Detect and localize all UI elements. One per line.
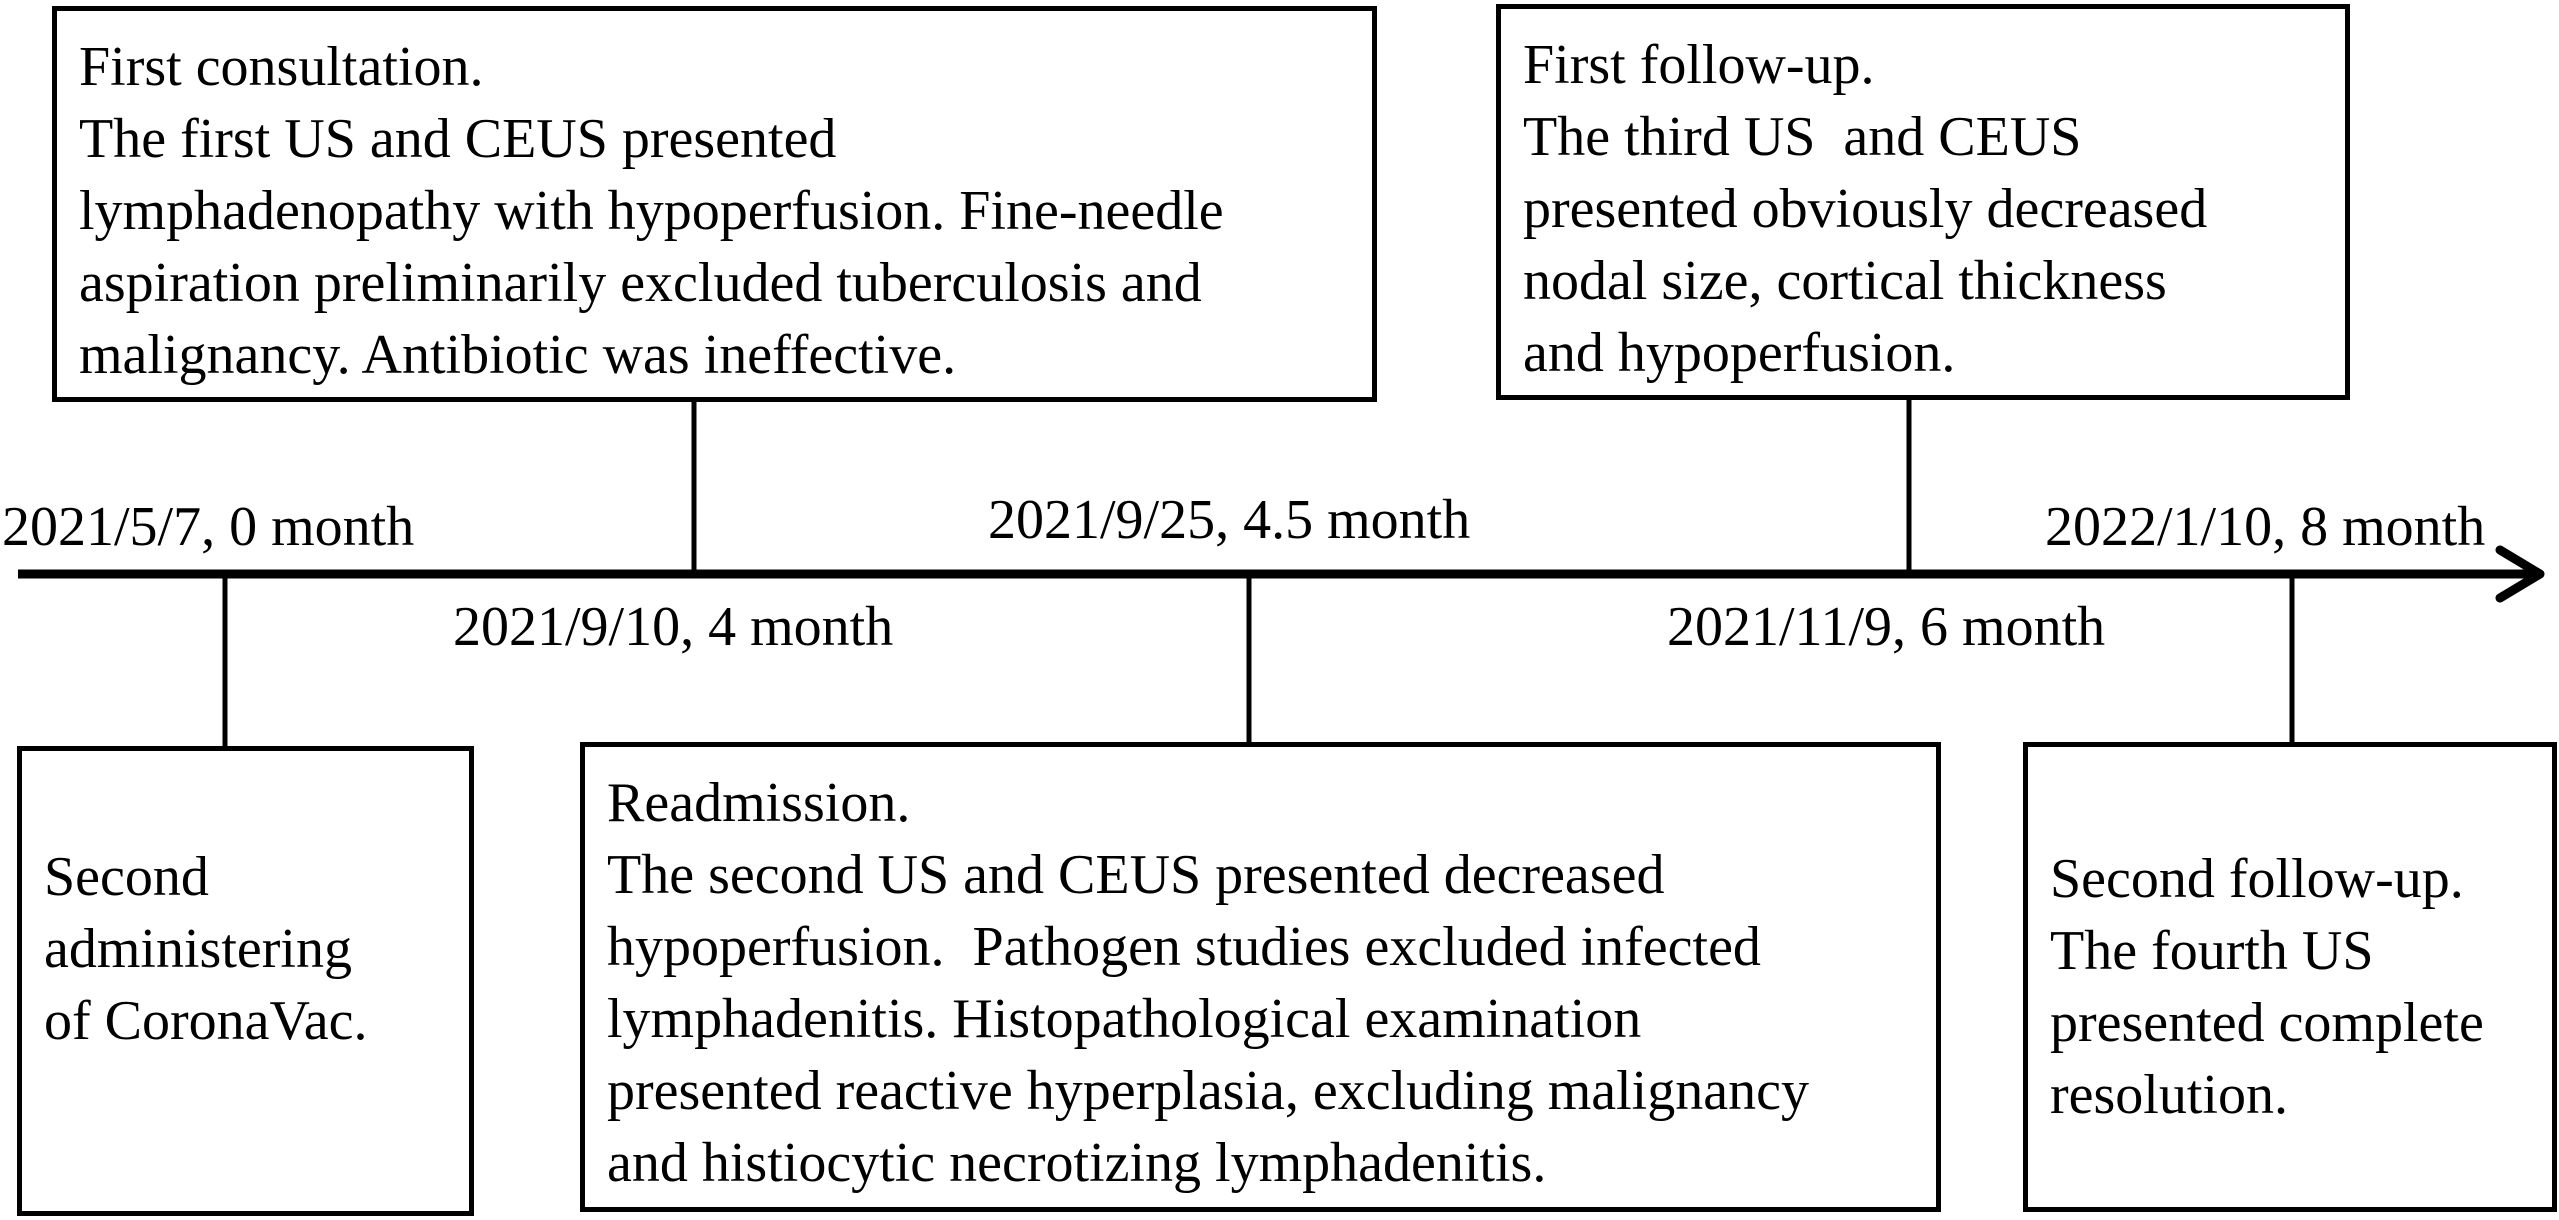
event-text-line: The third US and CEUS xyxy=(1523,106,2082,168)
event-text-line: malignancy. Antibiotic was ineffective. xyxy=(79,324,957,386)
event-text-line: The second US and CEUS presented decreased xyxy=(607,844,1665,906)
event-text-line: presented reactive hyperplasia, excluding malignancy xyxy=(607,1060,1809,1122)
event-text-line: administering xyxy=(44,918,352,980)
event-text-line: lymphadenitis. Histopathological examination xyxy=(607,988,1642,1050)
event-text-line: and hypoperfusion. xyxy=(1523,322,1956,384)
event-box-second-follow-up xyxy=(2023,742,2557,1212)
event-title: Second follow-up. xyxy=(2050,848,2464,910)
event-text-line: of CoronaVac. xyxy=(44,990,368,1052)
event-text-line: nodal size, cortical thickness xyxy=(1523,250,2167,312)
event-title: First consultation. xyxy=(79,36,484,98)
date-label-2021-9-10: 2021/9/10, 4 month xyxy=(453,596,894,658)
event-text-line: and histiocytic necrotizing lymphadenitis. xyxy=(607,1132,1547,1194)
event-text-line: aspiration preliminarily excluded tuberculosis and xyxy=(79,252,1202,314)
event-box-first-consultation xyxy=(52,6,1377,402)
event-title: Second xyxy=(44,846,209,908)
event-title: Readmission. xyxy=(607,772,911,834)
event-text-line: The first US and CEUS presented xyxy=(79,108,837,170)
event-text-line: The fourth US xyxy=(2050,920,2374,982)
event-box-first-follow-up xyxy=(1496,4,2350,400)
date-label-2021-9-25: 2021/9/25, 4.5 month xyxy=(988,489,1471,551)
event-box-second-vaccination xyxy=(17,746,474,1216)
date-label-2022-1-10: 2022/1/10, 8 month xyxy=(2045,496,2486,558)
event-text-line: presented obviously decreased xyxy=(1523,178,2208,240)
event-text-line: resolution. xyxy=(2050,1064,2288,1126)
event-text-line: lymphadenopathy with hypoperfusion. Fine-needle xyxy=(79,180,1224,242)
event-text-line: hypoperfusion. Pathogen studies excluded infected xyxy=(607,916,1761,978)
event-text-line: presented complete xyxy=(2050,992,2484,1054)
event-box-readmission xyxy=(580,742,1941,1212)
event-title: First follow-up. xyxy=(1523,34,1875,96)
date-label-2021-11-9: 2021/11/9, 6 month xyxy=(1667,596,2106,658)
date-label-2021-5-7: 2021/5/7, 0 month xyxy=(2,496,415,558)
